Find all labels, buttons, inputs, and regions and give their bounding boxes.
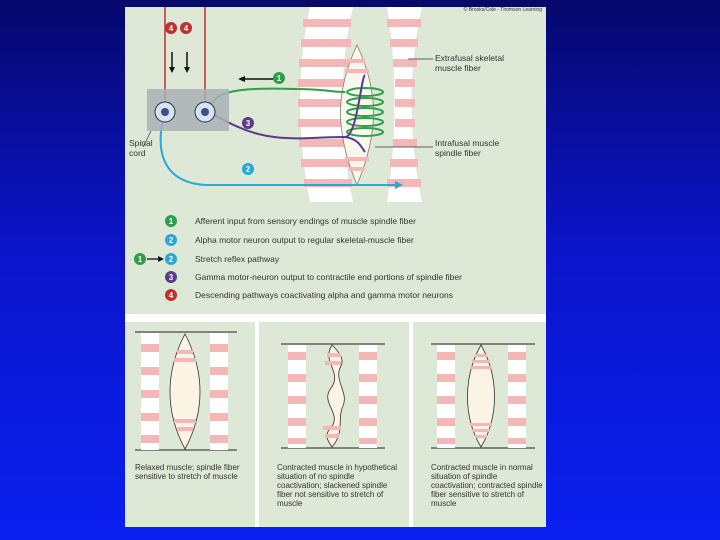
marker-4-left: 4	[165, 22, 177, 34]
alpha-motor-neuron-icon	[155, 102, 175, 122]
legend-badge: 1	[165, 215, 177, 227]
extrafusal-stripes-right	[387, 19, 421, 187]
copyright-credit: © Brooks/Cole - Thomson Learning	[463, 7, 542, 13]
coactivation-caption: Contracted muscle in normal situation of spindle coactivation; contracted spindle fiber sensitive to stretch of muscle	[431, 463, 543, 508]
legend-row-3	[165, 253, 279, 265]
legend-text: Stretch reflex pathway	[195, 254, 280, 264]
relaxed-muscle-panel	[125, 322, 255, 527]
spinal-cord-label: Spinal cord	[129, 138, 153, 158]
legend-text: Descending pathways coactivating alpha and gamma motor neurons	[195, 290, 453, 300]
legend-row-2	[165, 234, 414, 246]
legend-text: Gamma motor-neuron output to contractile end portions of spindle fiber	[195, 272, 462, 282]
relaxed-muscle-drawing	[125, 322, 255, 527]
no-coactivation-caption: Contracted muscle in hypothetical situation of no spindle coactivation; slackened spindle fiber not sensitive to stretch of muscle	[277, 463, 398, 508]
legend-text: Afferent input from sensory endings of muscle spindle fiber	[195, 216, 416, 226]
legend-badge: 2	[165, 234, 177, 246]
coactivation-panel	[413, 322, 546, 527]
legend-badge: 4	[165, 289, 177, 301]
gamma-motor-neuron-icon	[195, 102, 215, 122]
relaxed-caption: Relaxed muscle; spindle fiber sensitive to stretch of muscle	[135, 463, 240, 481]
legend-row-4	[165, 271, 462, 283]
marker-4-right: 4	[180, 22, 192, 34]
legend-badge: 2	[165, 253, 177, 265]
legend-badge: 3	[165, 271, 177, 283]
legend-row-5	[165, 289, 453, 301]
intrafusal-label: Intrafusal muscle spindle fiber	[435, 138, 500, 158]
legend-text: Alpha motor neuron output to regular skeletal-muscle fiber	[195, 235, 414, 245]
muscle-spindle-figure	[125, 7, 546, 527]
marker-2: 2	[242, 163, 254, 175]
extrafusal-label: Extrafusal skeletal muscle fiber	[435, 53, 504, 73]
marker-3: 3	[242, 117, 254, 129]
main-diagram-panel	[125, 7, 546, 314]
legend-row-1	[165, 215, 416, 227]
no-coactivation-panel	[259, 322, 409, 527]
legend-prefix-badge: 1	[134, 253, 146, 265]
marker-1: 1	[273, 72, 285, 84]
